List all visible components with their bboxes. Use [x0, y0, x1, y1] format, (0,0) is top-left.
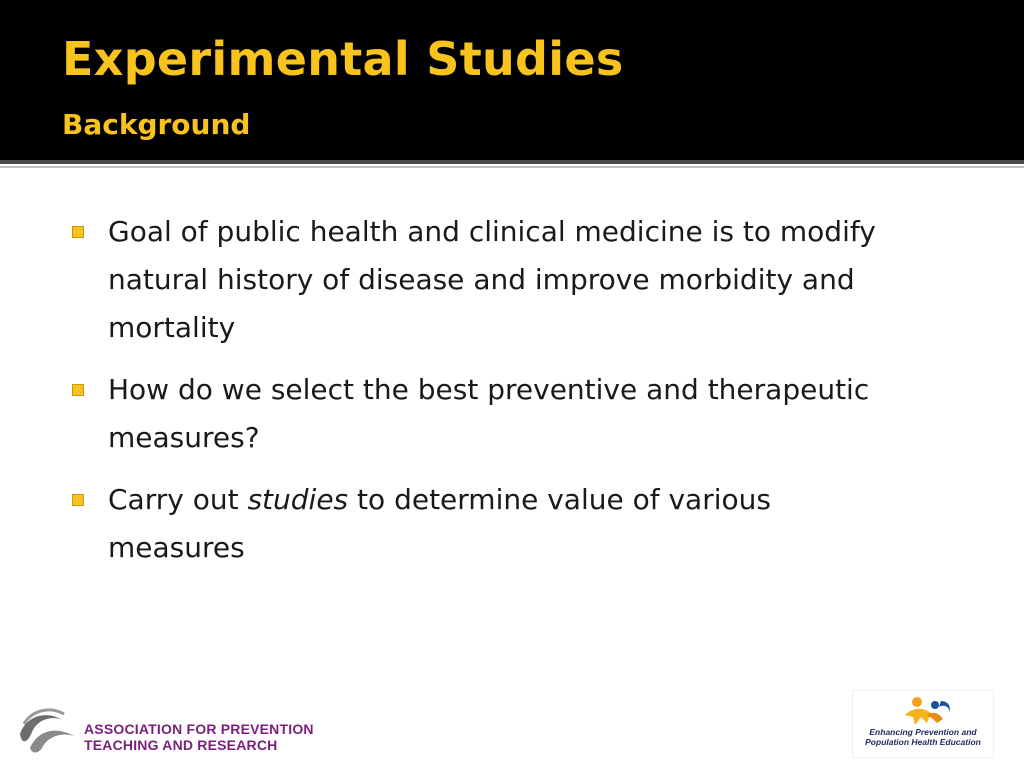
square-bullet-icon [72, 226, 84, 238]
title-bar [0, 0, 1024, 160]
bullet-text [108, 483, 771, 564]
bullet-item [72, 476, 902, 572]
bullet-text: How do we select the best preventive and therapeutic measures? [108, 373, 870, 454]
epphe-logo-line1: Enhancing Prevention and [869, 727, 977, 737]
slide-title: Experimental Studies [62, 32, 624, 86]
title-divider [0, 160, 1024, 164]
figures-logo-icon [883, 695, 963, 727]
bullet-text: Goal of public health and clinical medicine is to modify natural history of disease and improve morbidity and mortality [108, 215, 876, 344]
aptr-logo [16, 700, 376, 760]
bullet-text-emphasis: studies [247, 483, 349, 516]
title-divider-thin [0, 166, 1024, 168]
bullet-item [72, 366, 902, 462]
aptr-logo-line2: TEACHING AND RESEARCH [84, 737, 278, 753]
bullet-text-before: Carry out [108, 483, 248, 516]
epphe-logo [852, 690, 994, 758]
wave-logo-icon [16, 704, 78, 756]
epphe-logo-line2: Population Health Education [865, 737, 981, 747]
square-bullet-icon [72, 384, 84, 396]
aptr-logo-line1: ASSOCIATION FOR PREVENTION [84, 721, 314, 737]
bullet-text-after: to determine value of various measures [108, 483, 771, 564]
square-bullet-icon [72, 494, 84, 506]
bullet-item [72, 208, 902, 352]
slide-subtitle: Background [62, 108, 251, 141]
bullet-list [72, 208, 902, 586]
